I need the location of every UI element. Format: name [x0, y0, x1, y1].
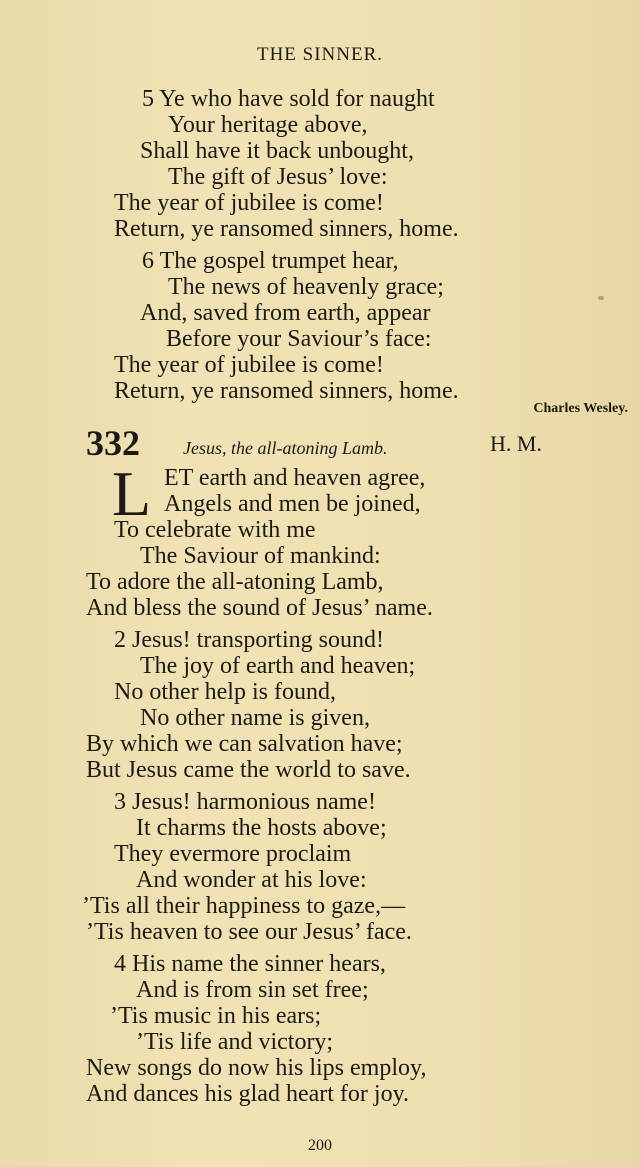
verse-line: The joy of earth and heaven; — [140, 653, 416, 679]
verse-line: The year of jubilee is come! — [114, 352, 384, 378]
verse-line: Shall have it back unbought, — [140, 138, 414, 164]
verse-line: ’Tis music in his ears; — [110, 1003, 322, 1029]
author-attribution: Charles Wesley. — [533, 401, 628, 416]
verse-line: And dances his glad heart for joy. — [86, 1081, 410, 1107]
verse-line: To adore the all-atoning Lamb, — [86, 569, 384, 595]
verse-line: It charms the hosts above; — [136, 815, 387, 841]
verse-line: 3 Jesus! harmonious name! — [114, 789, 376, 815]
verse-line: No other name is given, — [140, 705, 370, 731]
verse-line: And bless the sound of Jesus’ name. — [86, 595, 433, 621]
hymn-number: 332 — [86, 423, 140, 463]
verse-line: Angels and men be joined, — [164, 491, 421, 517]
page-number: 200 — [308, 1137, 332, 1154]
hymn-title: Jesus, the all-atoning Lamb. — [183, 438, 388, 458]
drop-cap: L — [112, 458, 152, 529]
verse-line: And, saved from earth, appear — [140, 300, 431, 326]
verse-line: The news of heavenly grace; — [168, 274, 444, 300]
hymn-meter: H. M. — [490, 431, 542, 456]
verse-line: ’Tis life and victory; — [136, 1029, 334, 1055]
verse-line: ’Tis all their happiness to gaze,— — [82, 893, 406, 919]
verse-line: ’Tis heaven to see our Jesus’ face. — [86, 919, 412, 945]
verse-line: By which we can salvation have; — [86, 731, 403, 757]
verse-line: The year of jubilee is come! — [114, 190, 384, 216]
verse-line: Before your Saviour’s face: — [166, 326, 432, 352]
running-header: THE SINNER. — [256, 44, 384, 65]
verse-line: 5 Ye who have sold for naught — [142, 86, 435, 112]
verse-line: 4 His name the sinner hears, — [114, 951, 386, 977]
verse-line: But Jesus came the world to save. — [86, 757, 411, 783]
verse-line: Return, ye ransomed sinners, home. — [114, 216, 459, 242]
verse-line: The gift of Jesus’ love: — [168, 164, 388, 190]
verse-line: 2 Jesus! transporting sound! — [114, 627, 384, 653]
verse-line: They evermore proclaim — [114, 841, 352, 867]
verse-line: Return, ye ransomed sinners, home. — [114, 378, 459, 404]
verse-line: 6 The gospel trumpet hear, — [142, 248, 399, 274]
verse-line: Your heritage above, — [168, 112, 368, 138]
verse-line: And is from sin set free; — [136, 977, 369, 1003]
verse-line: The Saviour of mankind: — [140, 543, 381, 569]
verse-line: And wonder at his love: — [136, 867, 367, 893]
verse-line: ET earth and heaven agree, — [164, 465, 426, 491]
verse-line: No other help is found, — [114, 679, 336, 705]
verse-line: To celebrate with me — [114, 517, 316, 543]
paper-speck — [598, 296, 604, 300]
verse-line: New songs do now his lips employ, — [86, 1055, 427, 1081]
